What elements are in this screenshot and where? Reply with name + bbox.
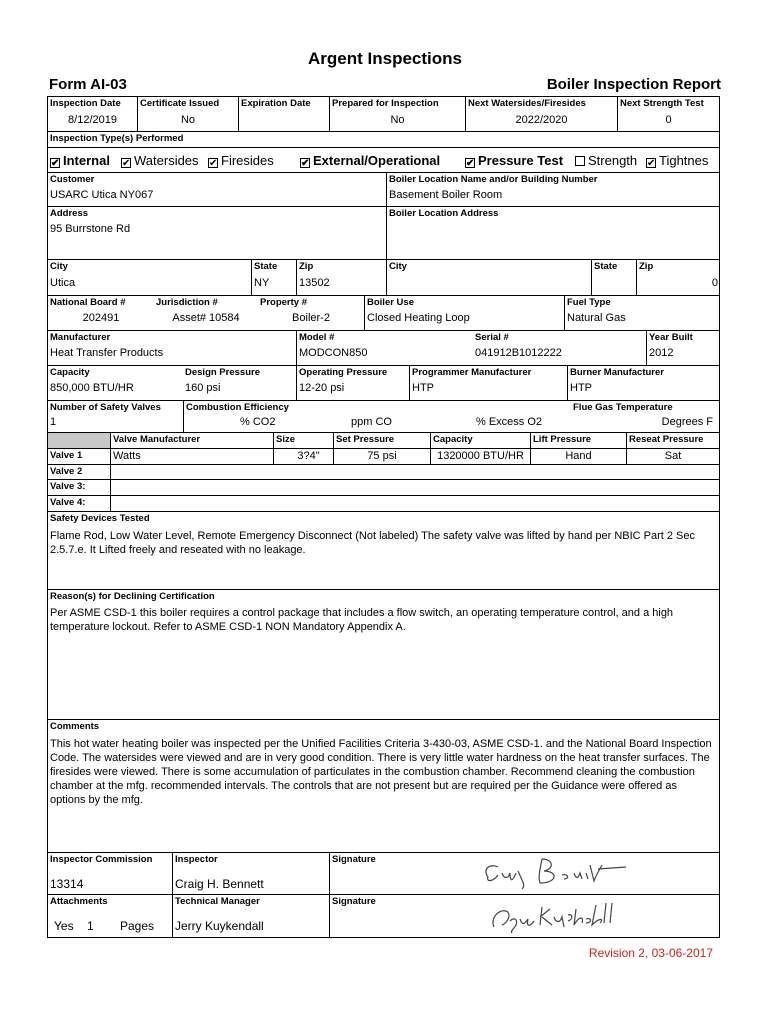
customer-label: Customer [50, 174, 95, 185]
safety-devices-label: Safety Devices Tested [50, 513, 150, 524]
checkbox-icon: ✔ [122, 158, 131, 169]
design-pressure-value: 160 psi [185, 382, 221, 394]
comments-label: Comments [50, 721, 100, 732]
valve-row-label: Valve 4: [50, 497, 86, 508]
valve-header-blank [48, 433, 110, 448]
num-valves-cell [48, 401, 183, 432]
num-valves-label: Number of Safety Valves [50, 402, 161, 413]
inspection-types-row [48, 132, 719, 172]
programmer-label: Programmer Manufacturer [412, 367, 532, 378]
check-tightness[interactable] [646, 153, 708, 168]
property-label: Property # [260, 297, 307, 308]
safety-devices-section [48, 512, 719, 590]
fuel-type-label: Fuel Type [567, 297, 611, 308]
expiration-date-label: Expiration Date [241, 98, 311, 109]
burner-value: HTP [570, 382, 592, 394]
declining-text: Per ASME CSD-1 this boiler requires a control package that includes a flow switch, an operating temperature control, and a high temperature lockout. Refer to ASME CSD-1 NON Mandatory Appendix A. [50, 607, 674, 633]
boiler-address-cell [386, 207, 719, 259]
manager-signature-cell [329, 895, 719, 937]
manufacturer-row [48, 331, 719, 366]
form-id: Form AI-03 [49, 76, 127, 93]
co2-value: % CO2 [240, 416, 276, 428]
state-value: NY [254, 277, 270, 289]
inspection-date-cell [48, 97, 137, 131]
checkbox-icon: ✔ [301, 158, 310, 169]
burner-label: Burner Manufacturer [570, 367, 664, 378]
valve-reseat: Sat [664, 450, 682, 462]
year-built-value: 2012 [649, 347, 674, 359]
valve-header-size-label: Size [276, 434, 296, 445]
state2-label: State [594, 261, 618, 272]
revision-label: Revision 2, 03-06-2017 [588, 946, 713, 960]
valve-manufacturer: Watts [113, 450, 141, 462]
jurisdiction-value: Asset# 10584 [172, 312, 240, 324]
valve-row-label: Valve 2 [50, 466, 83, 477]
dates-row [48, 97, 719, 132]
valve-header-capacity [430, 433, 530, 448]
burner-cell [567, 366, 719, 400]
zip2-value: 0 [711, 277, 718, 289]
inspector-cell [172, 853, 329, 894]
board-row [48, 296, 719, 331]
checkbox-icon [575, 156, 585, 166]
capacity-label: Capacity [50, 367, 90, 378]
manufacturer-cell [48, 331, 296, 365]
combustion-row [48, 401, 719, 433]
valve-header-capacity-label: Capacity [433, 434, 473, 445]
model-cell [296, 331, 473, 365]
pages-label: Pages [120, 919, 155, 933]
attachments-count: 1 [87, 919, 94, 933]
year-built-label: Year Built [649, 332, 693, 343]
valve-table-header [48, 433, 719, 449]
ppm-co-value: ppm CO [351, 416, 392, 428]
combustion-cell [183, 401, 571, 432]
city2-cell [386, 260, 591, 295]
model-value: MODCON850 [299, 347, 368, 359]
commission-value: 13314 [50, 877, 84, 891]
inspector-signature-cell [329, 853, 719, 894]
signature-label: Signature [332, 854, 376, 865]
valve-row-label: Valve 3: [50, 481, 86, 492]
customer-row [48, 172, 719, 207]
check-strength[interactable] [575, 153, 637, 168]
city-row [48, 260, 719, 296]
valve-capacity: 1320000 BTU/HR [437, 450, 524, 462]
state-cell [251, 260, 296, 295]
inspection-date-label: Inspection Date [50, 98, 121, 109]
city-value: Utica [50, 277, 76, 289]
zip-label: Zip [299, 261, 314, 272]
check-strength-label: Strength [588, 153, 638, 168]
tech-manager-cell [172, 895, 329, 937]
programmer-value: HTP [412, 382, 434, 394]
inspection-form [47, 96, 720, 938]
prepared-for-value: No [390, 114, 405, 126]
next-strength-label: Next Strength Test [620, 98, 704, 109]
valve-header-set-pressure [333, 433, 430, 448]
check-watersides[interactable] [121, 153, 199, 168]
next-strength-cell [617, 97, 719, 131]
check-internal[interactable] [50, 153, 110, 168]
check-firesides[interactable] [208, 153, 274, 168]
inspection-types-label: Inspection Type(s) Performed [50, 133, 184, 144]
num-valves-value: 1 [50, 416, 57, 428]
next-strength-value: 0 [665, 114, 672, 126]
commission-label: Inspector Commission [50, 854, 153, 865]
checkbox-icon: ✔ [209, 158, 218, 169]
next-watersides-label: Next Watersides/Firesides [468, 98, 586, 109]
boiler-use-value: Closed Heating Loop [367, 312, 470, 324]
address-row [48, 207, 719, 260]
capacity-cell [48, 366, 183, 400]
year-built-cell [646, 331, 719, 365]
national-board-cell [48, 296, 154, 330]
inspector-signature-image [478, 855, 628, 891]
operating-pressure-value: 12-20 psi [299, 382, 345, 394]
valve-header-size [273, 433, 333, 448]
attachments-cell [48, 895, 172, 937]
valve-lift: Hand [565, 450, 592, 462]
address-cell [48, 207, 386, 259]
report-title: Boiler Inspection Report [546, 76, 721, 93]
zip2-label: Zip [639, 261, 654, 272]
checkbox-icon: ✔ [647, 158, 656, 169]
prepared-for-label: Prepared for Inspection [332, 98, 439, 109]
table-row [48, 496, 719, 512]
safety-devices-text: Flame Rod, Low Water Level, Remote Emergency Disconnect (Not labeled) The safety valve was lifted by hand per NBIC Part 2 Sec 2.5.7.e. It Lifted freely and reseated with no leakage. [50, 530, 696, 556]
manufacturer-value: Heat Transfer Products [50, 347, 164, 359]
inspection-date-value: 8/12/2019 [68, 114, 117, 126]
valve-header-reseat [626, 433, 719, 448]
property-cell [258, 296, 364, 330]
capacity-row [48, 366, 719, 401]
check-external[interactable] [300, 153, 440, 168]
signature2-label: Signature [332, 896, 376, 907]
customer-value: USARC Utica NY067 [50, 189, 154, 201]
valve-set-pressure: 75 psi [367, 450, 397, 462]
boiler-use-cell [364, 296, 564, 330]
expiration-date-cell [238, 97, 329, 131]
inspector-row [48, 853, 719, 895]
next-watersides-cell [465, 97, 617, 131]
comments-section [48, 720, 719, 853]
serial-cell [473, 331, 646, 365]
check-internal-label: Internal [63, 153, 110, 168]
customer-cell [48, 173, 386, 206]
jurisdiction-cell [154, 296, 258, 330]
state-label: State [254, 261, 278, 272]
table-row [48, 480, 719, 496]
table-row [48, 449, 719, 465]
combustion-label: Combustion Efficiency [186, 402, 289, 413]
operating-pressure-cell [296, 366, 409, 400]
boiler-location-value: Basement Boiler Room [389, 189, 503, 201]
check-firesides-label: Firesides [221, 153, 274, 168]
report-company-title: Argent Inspections [308, 49, 462, 68]
city2-label: City [389, 261, 407, 272]
checkbox-icon: ✔ [466, 158, 475, 169]
flue-gas-label: Flue Gas Temperature [573, 402, 673, 413]
declining-label: Reason(s) for Declining Certification [50, 591, 215, 602]
boiler-use-label: Boiler Use [367, 297, 414, 308]
valve-header-reseat-label: Reseat Pressure [629, 434, 704, 445]
manager-row [48, 895, 719, 937]
fuel-type-value: Natural Gas [567, 312, 626, 324]
certificate-issued-label: Certificate Issued [140, 98, 220, 109]
check-watersides-label: Watersides [134, 153, 199, 168]
boiler-location-label: Boiler Location Name and/or Building Number [389, 174, 598, 185]
zip2-cell [636, 260, 719, 295]
valve-header-manufacturer [110, 433, 273, 448]
address-label: Address [50, 208, 89, 219]
capacity-value: 850,000 BTU/HR [50, 382, 134, 394]
valve-header-set-pressure-label: Set Pressure [336, 434, 395, 445]
table-row [48, 465, 719, 480]
inspector-value: Craig H. Bennett [175, 877, 264, 891]
attachments-yes: Yes [54, 919, 74, 933]
valve-size: 3?4" [297, 450, 320, 462]
attachments-label: Attachments [50, 896, 108, 907]
fuel-type-cell [564, 296, 719, 330]
excess-o2-value: % Excess O2 [476, 416, 543, 428]
serial-value: 041912B1012222 [475, 347, 562, 359]
certificate-issued-cell [137, 97, 238, 131]
certificate-issued-value: No [180, 114, 196, 126]
valve-row-label: Valve 1 [50, 450, 83, 461]
boiler-address-label: Boiler Location Address [389, 208, 499, 219]
national-board-label: National Board # [50, 297, 126, 308]
comments-text: This hot water heating boiler was inspected per the Unified Facilities Criteria 3-430-03, ASME CSD-1. and the National Board Inspection Code. The watersides were viewed and are in very good condition. There is very little water hardness on the heat transfer surfaces. The firesides were viewed. There is some accumulation of particulates in the combustion chamber. Recommend cleaning the combustion chamber at the mfg. recommended intervals. The controls that are not present but are required per the Guidance were offered as options by the mfg. [50, 738, 712, 806]
design-pressure-label: Design Pressure [185, 367, 260, 378]
zip-value: 13502 [299, 277, 330, 289]
check-tightness-label: Tightnes [659, 153, 709, 168]
check-external-label: External/Operational [313, 153, 441, 168]
property-value: Boiler-2 [292, 312, 330, 324]
prepared-for-cell [329, 97, 465, 131]
boiler-location-cell [386, 173, 719, 206]
city-label: City [50, 261, 68, 272]
operating-pressure-label: Operating Pressure [299, 367, 388, 378]
manufacturer-label: Manufacturer [50, 332, 111, 343]
next-watersides-value: 2022/2020 [515, 114, 568, 126]
inspector-label: Inspector [175, 854, 218, 865]
zip-cell [296, 260, 386, 295]
national-board-value: 202491 [82, 312, 120, 324]
serial-label: Serial # [475, 332, 509, 343]
commission-cell [48, 853, 172, 894]
address-value: 95 Burrstone Rd [50, 223, 131, 235]
declining-section [48, 590, 719, 720]
city-cell [48, 260, 251, 295]
check-pressure-test[interactable] [465, 153, 563, 168]
tech-manager-value: Jerry Kuykendall [175, 919, 264, 933]
programmer-cell [409, 366, 567, 400]
checkbox-icon: ✔ [51, 158, 60, 169]
valve-header-manufacturer-label: Valve Manufacturer [113, 434, 201, 445]
valve-header-lift-label: Lift Pressure [533, 434, 592, 445]
flue-gas-value: Degrees F [661, 416, 713, 428]
check-pressure-test-label: Pressure Test [478, 153, 564, 168]
jurisdiction-label: Jurisdiction # [156, 297, 218, 308]
state2-cell [591, 260, 636, 295]
manager-signature-image [488, 897, 618, 935]
flue-gas-cell [571, 401, 719, 432]
design-pressure-cell [183, 366, 296, 400]
model-label: Model # [299, 332, 335, 343]
valve-header-lift [530, 433, 626, 448]
tech-manager-label: Technical Manager [175, 896, 260, 907]
